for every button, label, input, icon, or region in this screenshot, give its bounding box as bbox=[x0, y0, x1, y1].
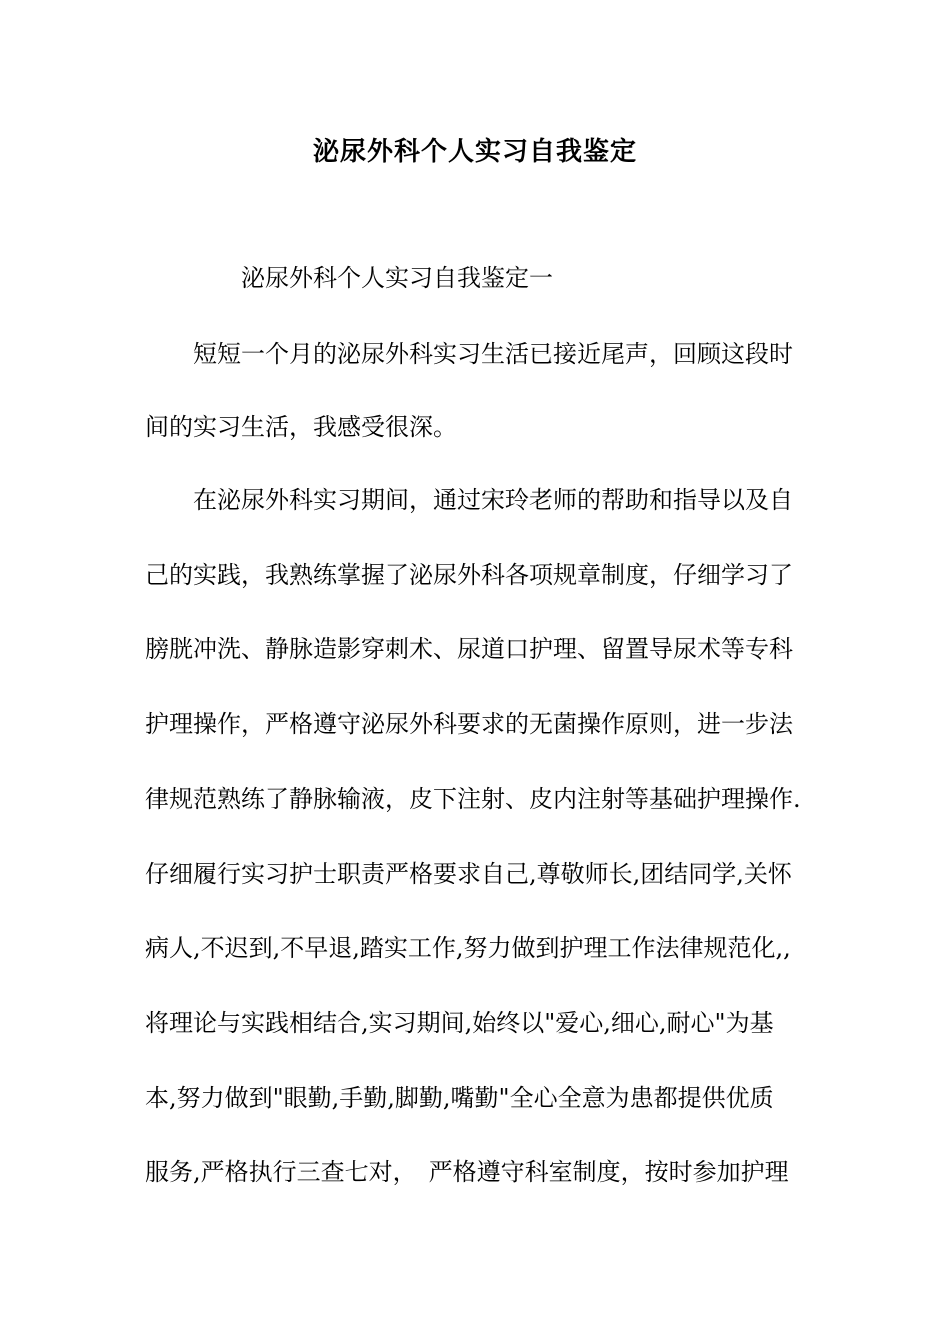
paragraph-line: 短短一个月的泌尿外科实习生活已接近尾声，回顾这段时 bbox=[193, 340, 793, 368]
paragraph-line: 本,努力做到"眼勤,手勤,脚勤,嘴勤"全心全意为患都提供优质 bbox=[145, 1084, 774, 1112]
paragraph-line: 服务,严格执行三查七对， 严格遵守科室制度，按时参加护理 bbox=[145, 1158, 789, 1186]
paragraph-line: 病人,不迟到,不早退,踏实工作,努力做到护理工作法律规范化,, bbox=[145, 934, 791, 962]
document-title: 泌尿外科个人实习自我鉴定 bbox=[312, 137, 637, 167]
paragraph-line: 己的实践，我熟练掌握了泌尿外科各项规章制度，仔细学习了 bbox=[145, 561, 793, 589]
paragraph-line: 护理操作，严格遵守泌尿外科要求的无菌操作原则，进一步法 bbox=[145, 710, 793, 738]
paragraph-line: 律规范熟练了静脉输液，皮下注射、皮内注射等基础护理操作. bbox=[145, 785, 801, 813]
paragraph-line: 膀胱冲洗、静脉造影穿刺术、尿道口护理、留置导尿术等专科 bbox=[145, 635, 793, 663]
paragraph-line: 将理论与实践相结合,实习期间,始终以"爱心,细心,耐心"为基 bbox=[145, 1009, 774, 1037]
paragraph-line: 在泌尿外科实习期间，通过宋玲老师的帮助和指导以及自 bbox=[193, 486, 793, 514]
paragraph-line: 仔细履行实习护士职责严格要求自己,尊敬师长,团结同学,关怀 bbox=[145, 860, 792, 888]
section-subheading: 泌尿外科个人实习自我鉴定一 bbox=[241, 264, 553, 292]
paragraph-line: 间的实习生活，我感受很深。 bbox=[145, 413, 457, 441]
